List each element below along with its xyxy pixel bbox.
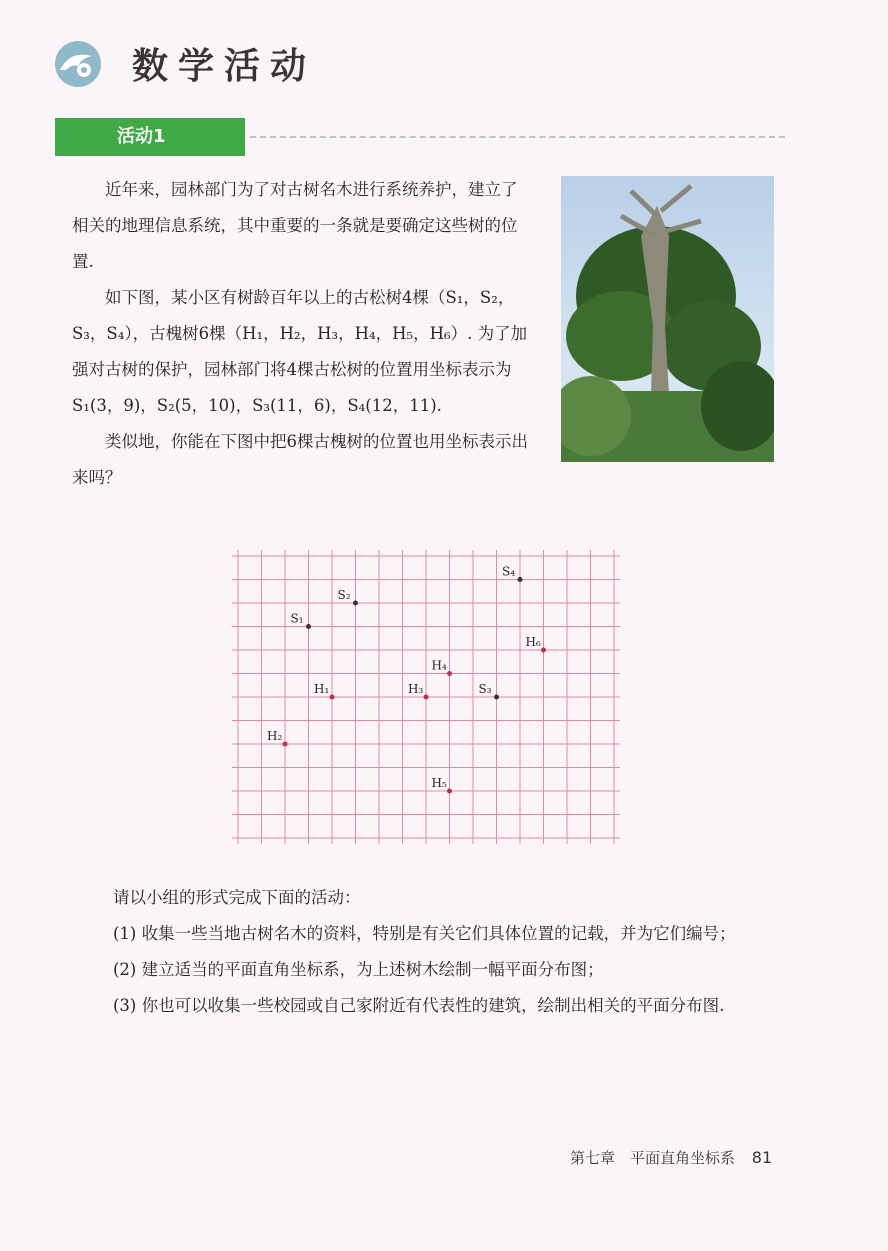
intro-paragraph-1: 近年来，园林部门为了对古树名木进行系统养护，建立了相关的地理信息系统，其中重要的一条就是要确定这些树的位置. <box>72 180 518 271</box>
tree-point <box>353 601 358 606</box>
activity-label: 活动1 <box>55 118 245 156</box>
page-number: 81 <box>751 1148 773 1167</box>
tree-point-label: H₁ <box>314 682 330 696</box>
divider <box>250 136 785 138</box>
intro-text <box>72 172 532 496</box>
tree-point <box>494 695 499 700</box>
tree-point <box>447 671 452 676</box>
ancient-tree-photo <box>561 176 774 462</box>
tree-point-label: H₅ <box>431 776 447 790</box>
task-item-2: (2) 建立适当的平面直角坐标系，为上述树木绘制一幅平面分布图； <box>113 960 604 979</box>
page-footer <box>570 1147 772 1168</box>
tree-point <box>518 577 523 582</box>
tree-point-label: S₂ <box>337 588 351 602</box>
tree-point-label: S₃ <box>478 682 492 696</box>
tree-point <box>424 695 429 700</box>
tree-point-label: H₂ <box>267 729 283 743</box>
tree-point-label: H₄ <box>431 658 447 673</box>
chapter-title: 第七章 平面直角坐标系 <box>570 1149 736 1167</box>
tree-point-label: S₁ <box>290 611 304 626</box>
coordinate-grid-figure <box>225 532 635 850</box>
section-title: 数学活动 <box>132 46 317 87</box>
tree-point-label: H₆ <box>525 635 541 649</box>
tree-point-label: S₄ <box>502 564 516 579</box>
intro-paragraph-3: 类似地，你能在下图中把6棵古槐树的位置也用坐标表示出来吗？ <box>72 432 528 487</box>
task-item-1: (1) 收集一些当地古树名木的资料，特别是有关它们具体位置的记载，并为它们编号； <box>113 924 736 943</box>
task-item-3: (3) 你也可以收集一些校园或自己家附近有代表性的建筑，绘制出相关的平面分布图. <box>113 996 725 1015</box>
task-intro: 请以小组的形式完成下面的活动： <box>113 888 361 907</box>
tree-point <box>283 742 288 747</box>
tree-point <box>447 789 452 794</box>
task-list <box>80 880 800 1024</box>
math-activity-logo-icon <box>52 40 104 88</box>
tree-point <box>541 648 546 653</box>
tree-point-label: H₃ <box>408 682 424 696</box>
tree-point <box>330 695 335 700</box>
intro-paragraph-2: 如下图，某小区有树龄百年以上的古松树4棵（S₁，S₂，S₃，S₄），古槐树6棵（H₁，H₂，H₃，H₄，H₅，H₆）. 为了加强对古树的保护，园林部门将4棵古松树的位置用坐标表示为S₁(3，9)，S₂(5，10)，S₃(11，6)，S₄(12，11). <box>72 288 528 415</box>
tree-point <box>306 624 311 629</box>
